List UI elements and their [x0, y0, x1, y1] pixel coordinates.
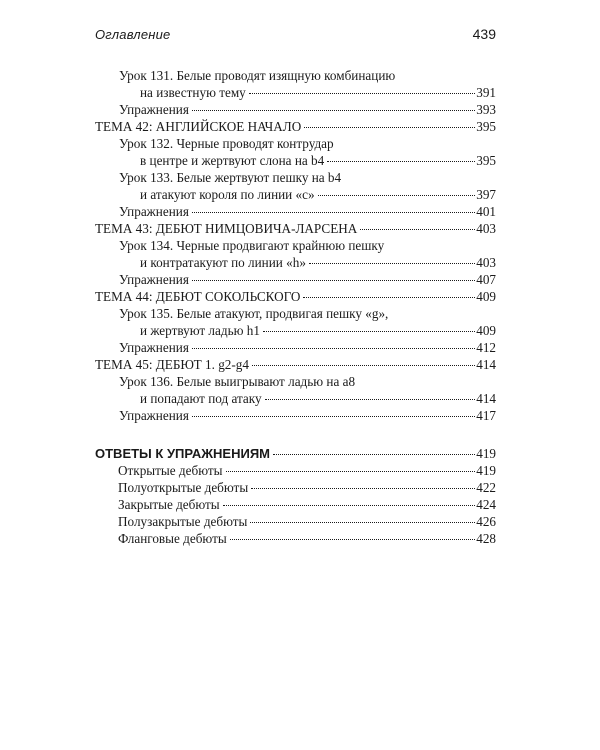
toc-entry-label: Упражнения [119, 102, 189, 117]
toc-lesson-136-line2: и попадают под атаку [140, 391, 262, 406]
toc-lesson-133-line1: Урок 133. Белые жертвуют пешку на b4 [119, 170, 342, 185]
toc-exercises-3[interactable] [95, 271, 496, 288]
dot-leader [360, 229, 475, 230]
running-head-title: Оглавление [95, 27, 171, 42]
toc-flank-openings[interactable] [95, 530, 496, 547]
toc-exercises-2[interactable] [95, 203, 496, 220]
toc-page-number: 403 [476, 221, 496, 236]
toc-exercises-1[interactable] [95, 101, 496, 118]
toc-page-number: 412 [476, 340, 496, 355]
dot-leader [192, 348, 475, 349]
toc-theme-label: ТЕМА 44: ДЕБЮТ СОКОЛЬСКОГО [95, 289, 301, 304]
toc-page-number: 403 [476, 255, 496, 270]
toc-exercises-5[interactable] [95, 407, 496, 424]
toc-page-number: 393 [476, 102, 496, 117]
toc-theme-44[interactable] [95, 288, 496, 305]
toc-page-number: 401 [476, 204, 496, 219]
toc-lesson-135-line1: Урок 135. Белые атакуют, продвигая пешку «g», [119, 306, 389, 321]
toc-answers-label: ОТВЕТЫ К УПРАЖНЕНИЯМ [95, 446, 270, 461]
toc-lesson-131[interactable] [95, 84, 496, 101]
section-gap [95, 424, 496, 445]
toc-open-openings[interactable] [95, 462, 496, 479]
toc-exercises-4[interactable] [95, 339, 496, 356]
toc-theme-42[interactable] [95, 118, 496, 135]
toc-entry-label: Закрытые дебюты [118, 497, 220, 512]
toc-lesson-133-line2: и атакуют короля по линии «с» [140, 187, 315, 202]
toc-page-number: 414 [476, 357, 496, 372]
toc-page-number: 414 [476, 391, 496, 406]
toc-theme-45[interactable] [95, 356, 496, 373]
toc-lesson-136[interactable] [95, 390, 496, 407]
toc-theme-label: ТЕМА 43: ДЕБЮТ НИМЦОВИЧА-ЛАРСЕНА [95, 221, 358, 236]
toc-page-number: 395 [476, 153, 496, 168]
page-number: 439 [472, 26, 496, 42]
toc-entry-label: Открытые дебюты [118, 463, 223, 478]
toc-lesson-136-line1: Урок 136. Белые выигрывают ладью на а8 [119, 374, 356, 389]
toc-lesson-134[interactable] [95, 254, 496, 271]
table-of-contents [95, 67, 496, 547]
toc-entry-label: Упражнения [119, 340, 189, 355]
dot-leader [230, 539, 475, 540]
toc-lesson-132-line2: в центре и жертвуют слона на b4 [140, 153, 325, 168]
dot-leader [251, 488, 475, 489]
dot-leader [303, 297, 475, 298]
toc-page-number: 391 [476, 85, 496, 100]
toc-entry-label: Упражнения [119, 272, 189, 287]
dot-leader [304, 127, 475, 128]
dot-leader [309, 263, 475, 264]
dot-leader [223, 505, 476, 506]
toc-page-number: 409 [476, 323, 496, 338]
dot-leader [327, 161, 475, 162]
toc-closed-openings[interactable] [95, 496, 496, 513]
toc-lesson-134-line1: Урок 134. Черные продвигают крайнюю пешку [119, 238, 385, 253]
dot-leader [192, 212, 475, 213]
toc-page-number: 419 [476, 446, 496, 461]
toc-theme-label: ТЕМА 42: АНГЛИЙСКОЕ НАЧАЛО [95, 119, 302, 134]
toc-theme-label: ТЕМА 45: ДЕБЮТ 1. g2-g4 [95, 357, 249, 372]
toc-lesson-133[interactable] [95, 186, 496, 203]
toc-lesson-131-line2: на известную тему [140, 85, 246, 100]
dot-leader [192, 280, 475, 281]
dot-leader [273, 454, 475, 455]
toc-entry-label: Упражнения [119, 408, 189, 423]
toc-semi-open-openings[interactable] [95, 479, 496, 496]
dot-leader [318, 195, 476, 196]
toc-entry-label: Полуоткрытые дебюты [118, 480, 249, 495]
toc-entry-label: Фланговые дебюты [118, 531, 227, 546]
toc-theme-43[interactable] [95, 220, 496, 237]
dot-leader [263, 331, 475, 332]
dot-leader [250, 522, 475, 523]
toc-lesson-132-line1: Урок 132. Черные проводят контрудар [119, 136, 334, 151]
toc-page-number: 407 [476, 272, 496, 287]
toc-page-number: 426 [476, 514, 496, 529]
toc-lesson-134-line2: и контратакуют по линии «h» [140, 255, 306, 270]
toc-page-number: 409 [476, 289, 496, 304]
dot-leader [192, 416, 475, 417]
toc-page-number: 428 [476, 531, 496, 546]
toc-answers-section[interactable] [95, 445, 496, 462]
toc-page-number: 419 [476, 463, 496, 478]
dot-leader [226, 471, 476, 472]
toc-entry-label: Упражнения [119, 204, 189, 219]
toc-entry-label: Полузакрытые дебюты [118, 514, 248, 529]
dot-leader [192, 110, 475, 111]
toc-semi-closed-openings[interactable] [95, 513, 496, 530]
toc-lesson-135[interactable] [95, 322, 496, 339]
toc-lesson-131-line1: Урок 131. Белые проводят изящную комбинацию [119, 68, 396, 83]
dot-leader [249, 93, 475, 94]
toc-page-number: 417 [476, 408, 496, 423]
toc-page-number: 422 [476, 480, 496, 495]
toc-page-number: 424 [476, 497, 496, 512]
dot-leader [265, 399, 476, 400]
toc-lesson-132[interactable] [95, 152, 496, 169]
toc-lesson-135-line2: и жертвуют ладью h1 [140, 323, 260, 338]
toc-page-number: 395 [476, 119, 496, 134]
dot-leader [252, 365, 475, 366]
toc-page-number: 397 [476, 187, 496, 202]
